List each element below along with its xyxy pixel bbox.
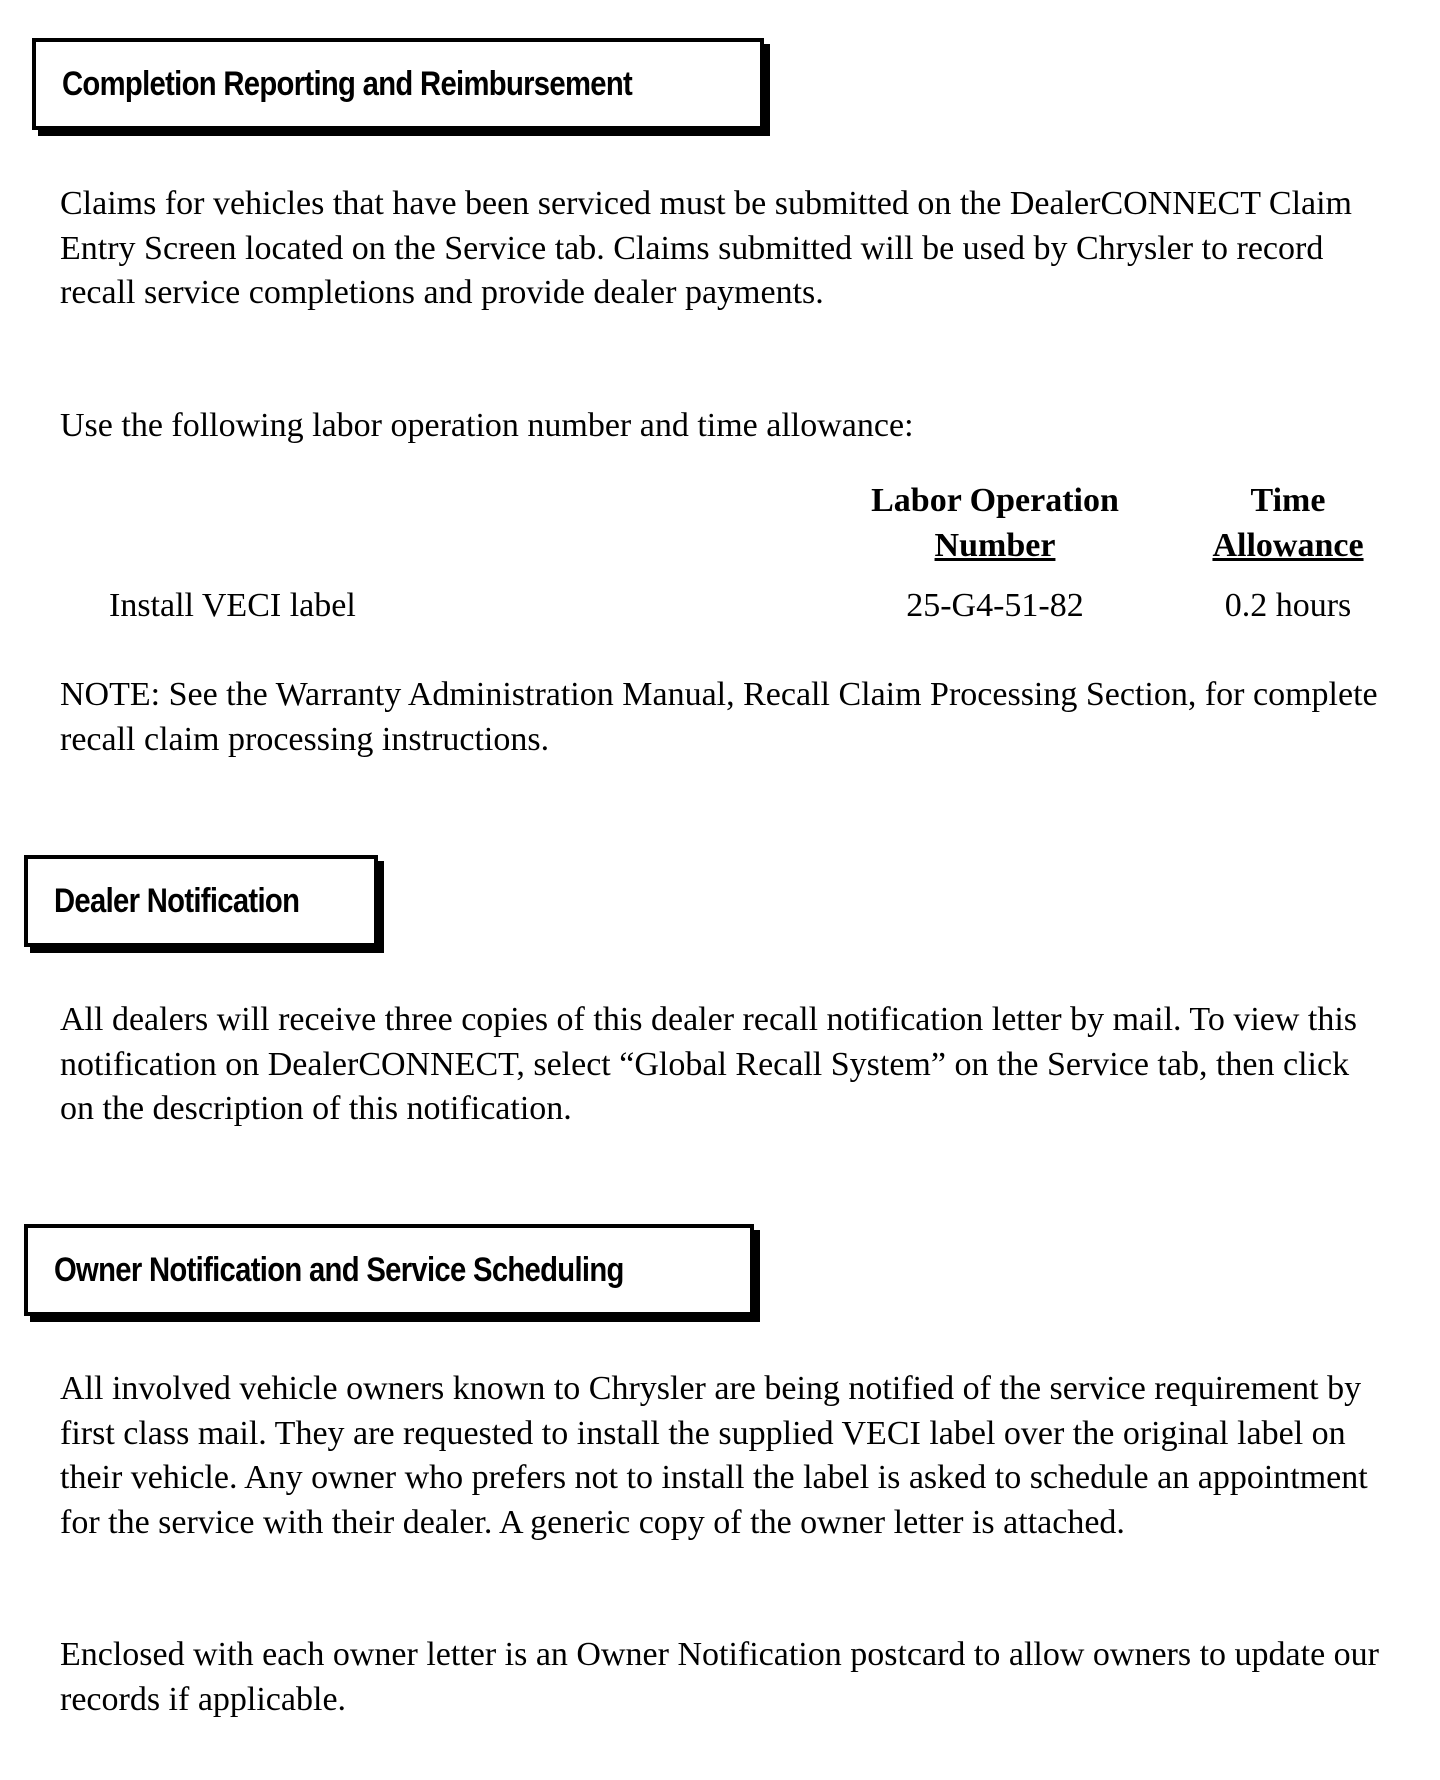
postcard-paragraph: Enclosed with each owner letter is an Owner Notification postcard to allow owners to update our records if applicable. (60, 1636, 1379, 1718)
time-allowance-header-line2: Allowance (1212, 526, 1364, 564)
labor-op-header-line1: Labor Operation (871, 482, 1119, 519)
dealer-heading-box (24, 855, 378, 947)
time-allowance-header (1196, 479, 1380, 568)
note-paragraph: NOTE: See the Warranty Administration Manual, Recall Claim Processing Section, for complete recall claim processing instructions. (60, 676, 1378, 758)
labor-row-label: Install VECI label (109, 587, 356, 624)
completion-paragraph: Claims for vehicles that have been serviced must be submitted on the DealerCONNECT Claim Entry Screen located on the Service tab. Claims submitted will be used by Chrysler to record recall service completions and provide dealer payments. (60, 185, 1352, 311)
completion-heading-box (32, 38, 764, 130)
labor-op-header (850, 479, 1140, 568)
time-allowance-header-line1: Time (1250, 482, 1326, 519)
dealer-heading: Dealer Notification (54, 881, 300, 920)
labor-row-number: 25-G4-51-82 (906, 587, 1084, 624)
labor-intro-paragraph: Use the following labor operation number and time allowance: (60, 407, 914, 444)
dealer-paragraph: All dealers will receive three copies of this dealer recall notification letter by mail. To view this notification on DealerCONNECT, select “Global Recall System” on the Service tab, then click on the description of this notification. (60, 1001, 1358, 1127)
completion-heading: Completion Reporting and Reimbursement (62, 64, 633, 103)
labor-row-time: 0.2 hours (1224, 587, 1352, 624)
owner-heading-box (24, 1224, 754, 1316)
owner-heading: Owner Notification and Service Scheduling (54, 1250, 624, 1289)
labor-op-header-line2: Number (934, 526, 1056, 564)
owner-paragraph: All involved vehicle owners known to Chrysler are being notified of the service requirement by first class mail. They are requested to install the supplied VECI label over the original label on their vehicle. Any owner who prefers not to install the label is asked to schedule an appointment for the service with their dealer. A generic copy of the owner letter is attached. (60, 1370, 1368, 1541)
